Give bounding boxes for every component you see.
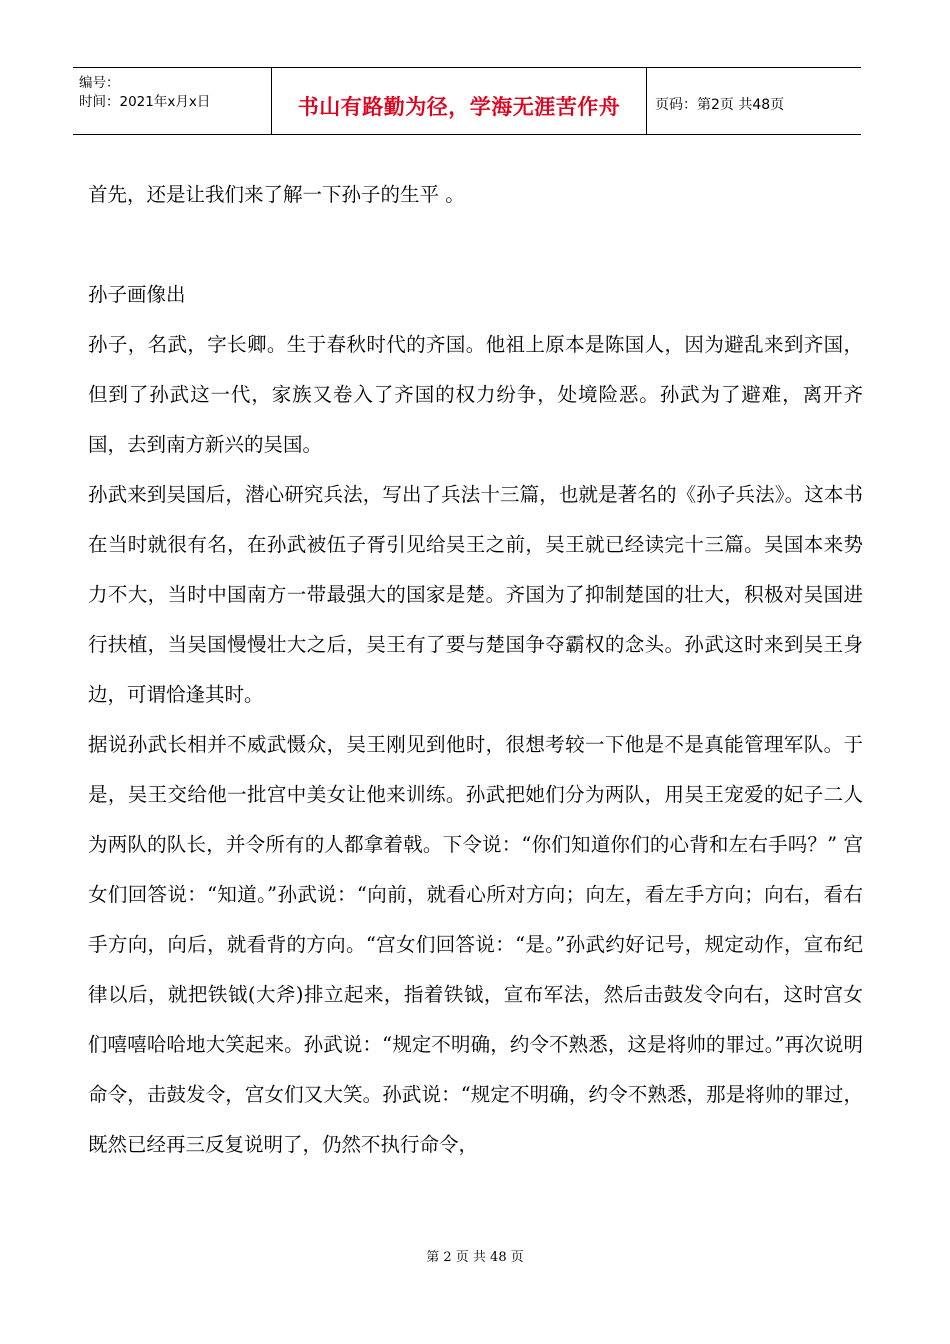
header-motto: 书山有路勤为径，学海无涯苦作舟 [297,94,621,119]
document-time-label: 时间：2021年x月x日 [79,94,211,110]
body-paragraph-1: 孙子，名武，字长卿。生于春秋时代的齐国。他祖上原本是陈国人，因为避乱来到齐国，但到了孙武这一代，家族又卷入了齐国的权力纷争，处境险恶。孙武为了避难，离开齐国，去到南方新兴的吴国。 [88,333,863,456]
image-caption: 孙子画像出 [88,283,186,306]
header-motto-cell [272,68,647,134]
document-number-label: 编号： [79,75,120,91]
document-body [88,170,863,1170]
page-header [73,67,861,135]
page-footer: 第 2 页 共 48 页 [426,1250,524,1265]
header-meta-cell [73,68,272,134]
body-paragraph-3: 据说孙武长相并不威武慑众，吴王刚见到他时，很想考较一下他是不是真能管理军队。于是，吴王交给他一批宫中美女让他来训练。孙武把她们分为两队，用吴王宠爱的妃子二人为两队的队长，并令所有的人都拿着戟。下令说：“你们知道你们的心背和左右手吗？” 宫女们回答说：“知道。”孙武说：“向前，就看心所对方向；向左，看左手方向；向右，看右手方向，向后，就看背的方向。“宫女们回答说：“是。”孙武约好记号，规定动作，宣布纪律以后，就把铁钺(大斧)排立起来，指着铁钺，宣布军法，然后击鼓发令向右，这时宫女们嘻嘻哈哈地大笑起来。孙武说：“规定不明确，约令不熟悉，这是将帅的罪过。”再次说明命令，击鼓发令，宫女们又大笑。孙武说：“规定不明确，约令不熟悉，那是将帅的罪过，既然已经再三反复说明了，仍然不执行命令， [88,733,863,1156]
body-paragraph-2: 孙武来到吴国后，潜心研究兵法，写出了兵法十三篇，也就是著名的《孙子兵法》。这本书在当时就很有名，在孙武被伍子胥引见给吴王之前，吴王就已经读完十三篇。吴国本来势力不大，当时中国南方一带最强大的国家是楚。齐国为了抑制楚国的壮大，积极对吴国进行扶植，当吴国慢慢壮大之后，吴王有了要与楚国争夺霸权的念头。孙武这时来到吴王身边，可谓恰逢其时。 [88,483,863,706]
header-page-info: 页码：第2页 共48页 [655,97,785,113]
intro-paragraph: 首先，还是让我们来了解一下孙子的生平 。 [88,183,465,206]
